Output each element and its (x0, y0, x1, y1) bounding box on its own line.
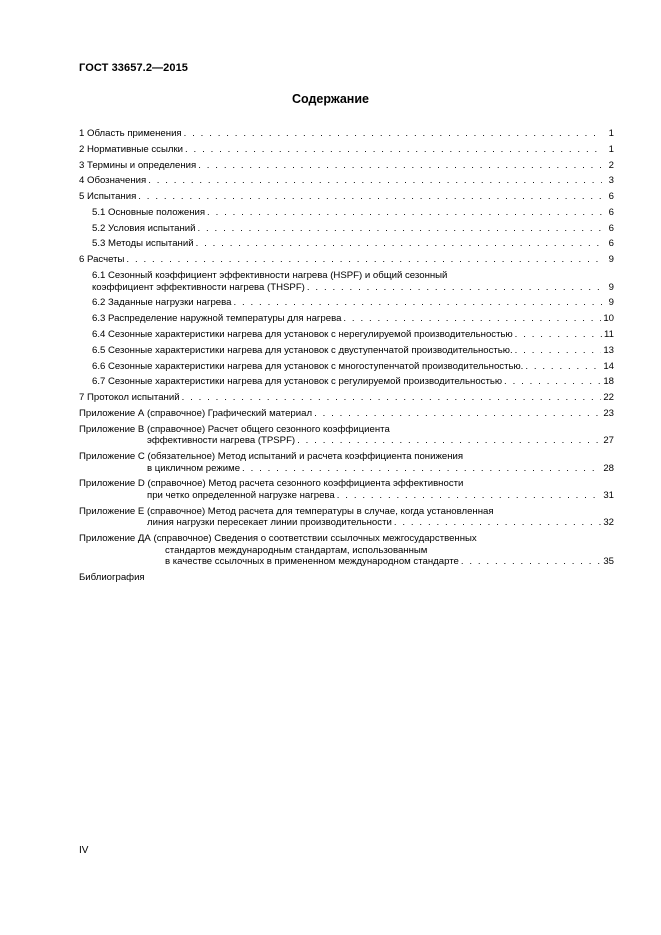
toc-entry-title: 3 Термины и определения (79, 159, 197, 171)
toc-leader-dots (182, 392, 602, 404)
toc-entry-title-cont: при четко определенной нагрузке нагрева (147, 490, 335, 501)
toc-entry-title: 6.7 Сезонные характеристики нагрева для установок с регулируемой производительностью (92, 376, 503, 388)
toc-leader-dots (242, 463, 601, 475)
toc-leader-dots (337, 490, 602, 502)
toc-entry-title: 5.2 Условия испытаний (92, 222, 196, 234)
toc-entry[interactable] (79, 478, 614, 501)
toc-leader-dots (126, 254, 602, 266)
toc-entry[interactable] (79, 408, 614, 420)
toc-entry[interactable] (79, 313, 614, 325)
toc-leader-dots (184, 128, 602, 140)
table-of-contents (79, 128, 614, 588)
toc-entry-title: Приложение D (справочное) Метод расчета сезонного коэффициента эффективности (79, 478, 464, 490)
toc-leader-dots (504, 376, 601, 388)
toc-page-number: 18 (603, 376, 614, 388)
toc-entry-title: 6.4 Сезонные характеристики нагрева для установок с нерегулируемой производительностью (92, 328, 513, 340)
toc-page-number: 9 (608, 297, 614, 309)
toc-page-number: 1 (608, 128, 614, 139)
page-title: Содержание (291, 92, 369, 106)
toc-page-number: 28 (603, 462, 614, 474)
toc-entry[interactable] (79, 175, 614, 187)
toc-page-number: 14 (603, 360, 614, 372)
toc-entry-title: 5.3 Методы испытаний (92, 238, 194, 250)
toc-page-number: 1 (608, 143, 614, 155)
toc-entry[interactable] (79, 376, 614, 388)
toc-entry[interactable] (79, 361, 614, 373)
toc-page-number: 32 (603, 517, 614, 529)
toc-entry[interactable] (79, 297, 614, 309)
toc-entry-title-cont: стандартов международным стандартам, использованным (165, 544, 428, 556)
toc-page-number: 23 (603, 407, 614, 419)
toc-entry-title: 6.6 Сезонные характеристики нагрева для установок с многоступенчатой производительностью. (92, 360, 524, 372)
toc-leader-dots (461, 556, 602, 568)
toc-page-number: 6 (608, 206, 614, 218)
toc-entry[interactable] (79, 392, 614, 404)
toc-entry-title: 5.1 Основные положения (92, 206, 206, 218)
toc-entry-title: 1 Область применения (79, 128, 182, 139)
toc-leader-dots (148, 175, 602, 187)
page-number: IV (79, 845, 89, 856)
toc-entry[interactable] (79, 160, 614, 172)
toc-page-number: 13 (603, 344, 614, 356)
toc-leader-dots (515, 329, 602, 341)
toc-leader-dots (198, 223, 603, 235)
toc-page-number: 31 (603, 490, 614, 501)
toc-entry-title: 6.3 Распределение наружной температуры для нагрева (92, 313, 342, 325)
toc-page-number: 22 (603, 392, 614, 404)
toc-entry-title: 7 Протокол испытаний (79, 392, 180, 404)
toc-entry-title-cont: коэффициент эффективности нагрева (THSPF) (92, 281, 305, 293)
toc-entry-title: Приложение С (обязательное) Метод испытаний и расчета коэффициента понижения (79, 451, 464, 463)
toc-entry-title-cont: эффективности нагрева (TPSPF) (147, 435, 296, 447)
toc-page-number: 3 (608, 175, 614, 187)
toc-leader-dots (314, 408, 601, 420)
toc-leader-dots (233, 297, 602, 309)
toc-leader-dots (297, 435, 601, 447)
toc-leader-dots (185, 144, 602, 156)
toc-leader-dots (207, 207, 602, 219)
toc-entry[interactable] (79, 270, 614, 293)
toc-page-number: 9 (608, 254, 614, 266)
toc-entry[interactable] (79, 345, 614, 357)
document-header: ГОСТ 33657.2—2015 (79, 62, 189, 74)
toc-entry-title: Приложение В (справочное) Расчет общего сезонного коэффициента (79, 423, 390, 435)
toc-page-number: 6 (608, 222, 614, 234)
toc-page-number: 11 (604, 328, 614, 340)
toc-entry-title: 5 Испытания (79, 191, 137, 203)
toc-page-number: 2 (608, 159, 614, 171)
toc-entry-title: 6.5 Сезонные характеристики нагрева для установок с двуступенчатой производительностью. (92, 344, 513, 356)
toc-entry-title: 6.2 Заданные нагрузки нагрева (92, 297, 232, 309)
toc-leader-dots (138, 191, 602, 203)
toc-leader-dots (307, 282, 602, 294)
toc-entry-title: 4 Обозначения (79, 175, 147, 187)
toc-leader-dots (515, 345, 602, 357)
toc-entry[interactable] (79, 191, 614, 203)
toc-entry[interactable] (79, 451, 614, 474)
toc-entry-title: 6 Расчеты (79, 254, 125, 266)
toc-leader-dots (394, 517, 602, 529)
toc-page-number: 6 (608, 191, 614, 203)
toc-entry-title-cont: в качестве ссылочных в примененном международном стандарте (165, 556, 459, 568)
toc-page-number: 6 (608, 238, 614, 250)
toc-entry[interactable] (79, 238, 614, 250)
toc-leader-dots (198, 160, 602, 172)
toc-page-number: 35 (603, 556, 614, 568)
toc-page-number: 9 (608, 281, 614, 293)
toc-entry-title-cont: в цикличном режиме (147, 462, 241, 474)
toc-entry-title: 6.1 Сезонный коэффициент эффективности нагрева (HSPF) и общий сезонный (92, 270, 448, 282)
toc-entry[interactable] (79, 533, 614, 568)
toc-entry[interactable] (79, 329, 614, 341)
toc-entry[interactable] (79, 424, 614, 447)
toc-entry-title: Приложение Е (справочное) Метод расчета для температуры в случае, когда установленная (79, 505, 494, 517)
toc-entry[interactable] (79, 207, 614, 219)
toc-entry-title: Приложение ДА (справочное) Сведения о соответствии ссылочных межгосударственных (79, 533, 477, 545)
toc-page-number: 10 (603, 313, 614, 325)
toc-entry-title: Приложение А (справочное) Графический материал (79, 407, 313, 419)
toc-entry[interactable] (79, 506, 614, 529)
toc-entry[interactable] (79, 128, 614, 140)
toc-entry[interactable] (79, 572, 614, 584)
toc-entry[interactable] (79, 223, 614, 235)
toc-entry-title-cont: линия нагрузки пересекает линии производительности (147, 517, 392, 529)
toc-entry[interactable] (79, 144, 614, 156)
toc-leader-dots (343, 313, 601, 325)
toc-entry-title: 2 Нормативные ссылки (79, 143, 184, 155)
toc-page-number: 27 (603, 435, 614, 447)
toc-entry[interactable] (79, 254, 614, 266)
toc-leader-dots (196, 238, 602, 250)
toc-leader-dots (525, 361, 601, 373)
toc-entry-title: Библиография (79, 572, 145, 584)
